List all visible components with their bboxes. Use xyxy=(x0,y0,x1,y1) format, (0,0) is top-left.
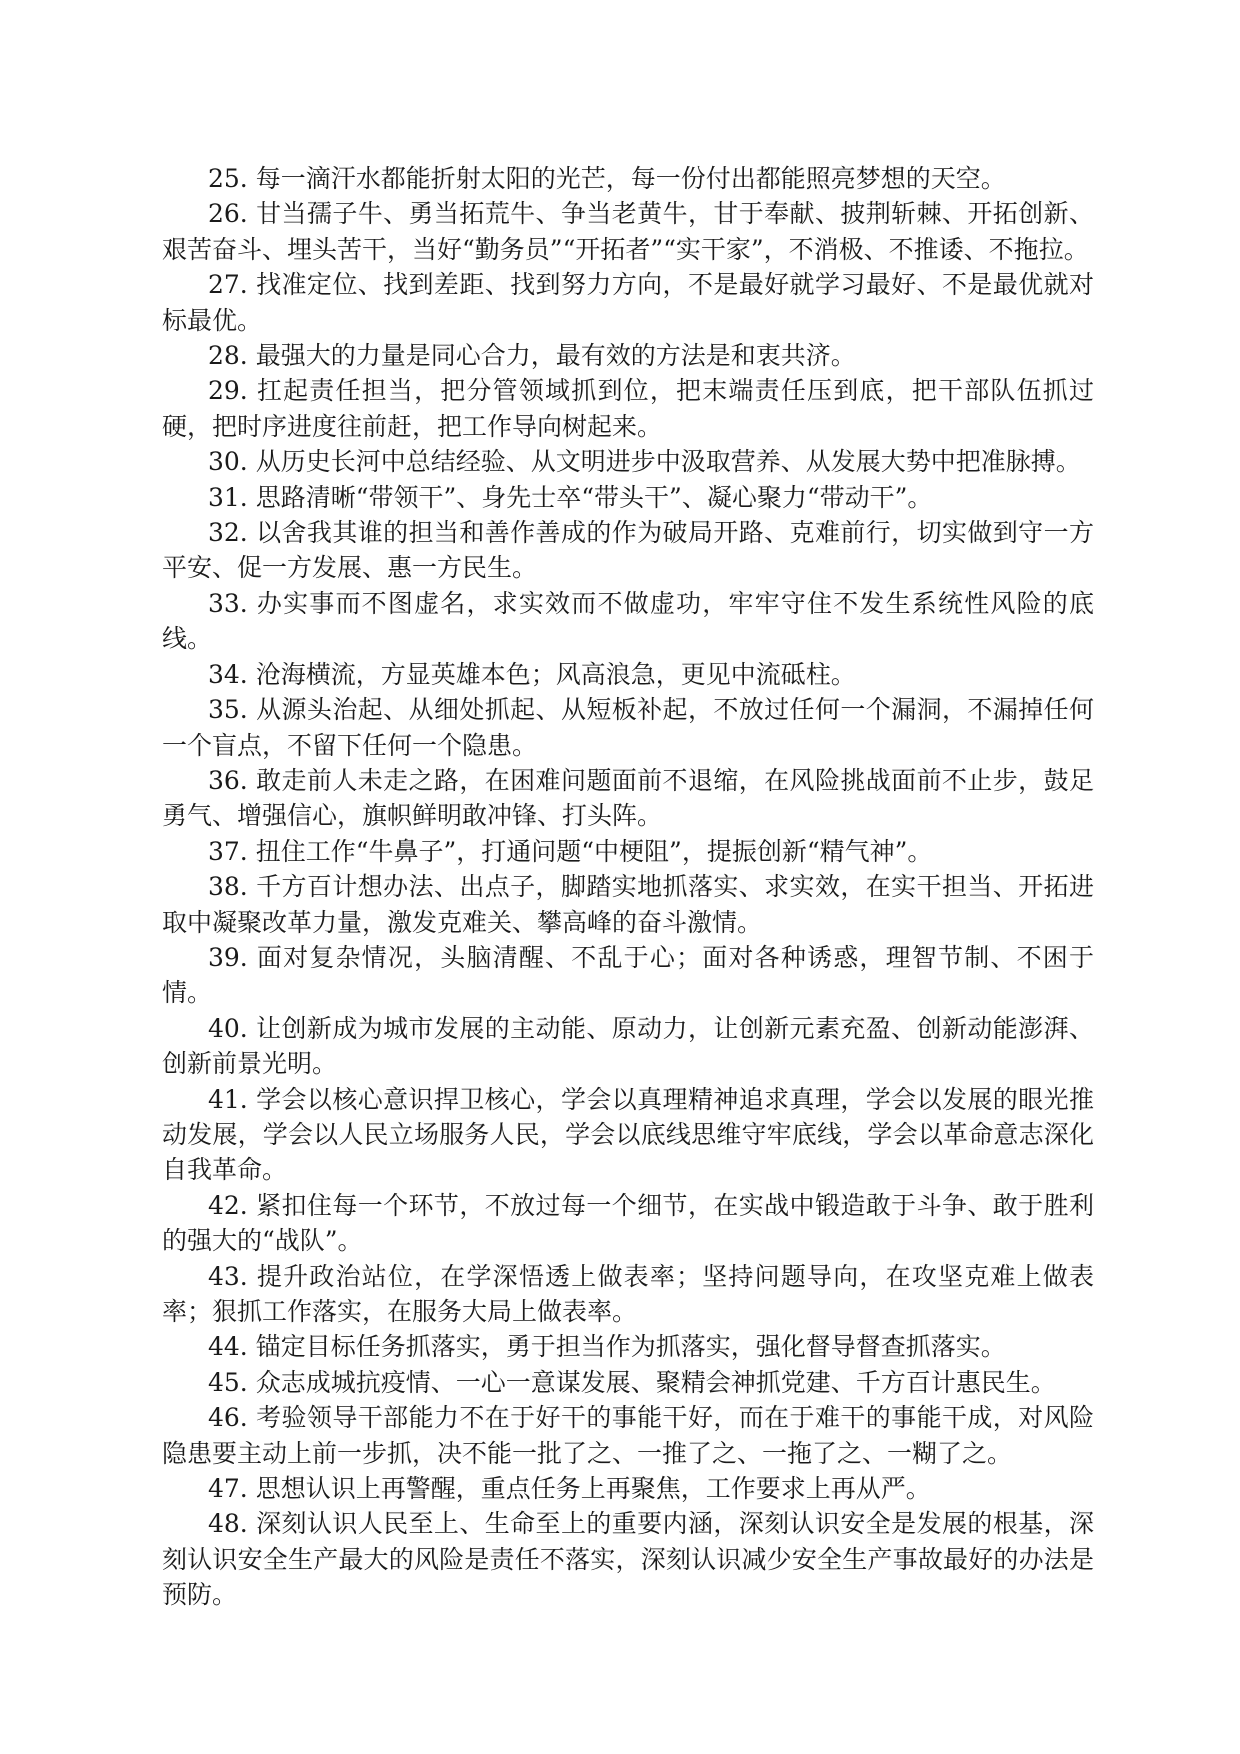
paragraph-38: 38. 千方百计想办法、出点子，脚踏实地抓落实、求实效，在实干担当、开拓进取中凝聚改革力量，激发克难关、攀高峰的奋斗激情。 xyxy=(162,872,1094,937)
paragraph-46: 46. 考验领导干部能力不在于好干的事能干好，而在于难干的事能干成，对风险隐患要主动上前一步抓，决不能一批了之、一推了之、一拖了之、一糊了之。 xyxy=(162,1403,1094,1468)
paragraph-47: 47. 思想认识上再警醒，重点任务上再聚焦，工作要求上再从严。 xyxy=(208,1474,931,1504)
paragraph-40: 40. 让创新成为城市发展的主动能、原动力，让创新元素充盈、创新动能澎湃、创新前景光明。 xyxy=(162,1013,1094,1079)
paragraph-28: 28. 最强大的力量是同心合力，最有效的方法是和衷共济。 xyxy=(208,341,856,371)
paragraph-42: 42. 紧扣住每一个环节，不放过每一个细节，在实战中锻造敢于斗争、敢于胜利的强大的“战队”。 xyxy=(162,1190,1094,1256)
paragraph-26: 26. 甘当孺子牛、勇当拓荒牛、争当老黄牛，甘于奉献、披荆斩棘、开拓创新、艰苦奋斗、埋头苦干，当好“勤务员”“开拓者”“实干家”，不消极、不推诿、不拖拉。 xyxy=(162,199,1094,264)
document-page xyxy=(162,161,1094,1613)
paragraph-35: 35. 从源头治起、从细处抓起、从短板补起，不放过任何一个漏洞，不漏掉任何一个盲点，不留下任何一个隐患。 xyxy=(162,695,1094,760)
paragraph-41: 41. 学会以核心意识捍卫核心，学会以真理精神追求真理，学会以发展的眼光推动发展，学会以人民立场服务人民，学会以底线思维守牢底线，学会以革命意志深化自我革命。 xyxy=(162,1084,1094,1185)
paragraph-29: 29. 扛起责任担当，把分管领域抓到位，把末端责任压到底，把干部队伍抓过硬，把时序进度往前赶，把工作导向树起来。 xyxy=(162,376,1094,441)
paragraph-44: 44. 锚定目标任务抓落实，勇于担当作为抓落实，强化督导督查抓落实。 xyxy=(208,1332,1006,1362)
paragraph-48: 48. 深刻认识人民至上、生命至上的重要内涵，深刻认识安全是发展的根基，深刻认识安全生产最大的风险是责任不落实，深刻认识减少安全生产事故最好的办法是预防。 xyxy=(162,1509,1094,1610)
paragraph-33: 33. 办实事而不图虚名，求实效而不做虚功，牢牢守住不发生系统性风险的底线。 xyxy=(162,588,1094,654)
paragraph-39: 39. 面对复杂情况，头脑清醒、不乱于心；面对各种诱惑，理智节制、不困于情。 xyxy=(162,942,1094,1008)
paragraph-43: 43. 提升政治站位，在学深悟透上做表率；坚持问题导向，在攻坚克难上做表率；狠抓工作落实，在服务大局上做表率。 xyxy=(162,1261,1094,1326)
paragraph-27: 27. 找准定位、找到差距、找到努力方向，不是最好就学习最好、不是最优就对标最优。 xyxy=(162,270,1094,335)
paragraph-36: 36. 敢走前人未走之路，在困难问题面前不退缩，在风险挑战面前不止步，鼓足勇气、增强信心，旗帜鲜明敢冲锋、打头阵。 xyxy=(162,765,1094,831)
paragraph-45: 45. 众志成城抗疫情、一心一意谋发展、聚精会神抓党建、千方百计惠民生。 xyxy=(208,1367,1056,1397)
paragraph-34: 34. 沧海横流，方显英雄本色；风高浪急，更见中流砥柱。 xyxy=(208,659,856,689)
paragraph-37: 37. 扭住工作“牛鼻子”，打通问题“中梗阻”，提振创新“精气神”。 xyxy=(208,836,933,866)
paragraph-25: 25. 每一滴汗水都能折射太阳的光芒，每一份付出都能照亮梦想的天空。 xyxy=(208,164,1006,193)
paragraph-32: 32. 以舍我其谁的担当和善作善成的作为破局开路、克难前行，切实做到守一方平安、促一方发展、惠一方民生。 xyxy=(162,518,1094,583)
paragraph-31: 31. 思路清晰“带领干”、身先士卒“带头干”、凝心聚力“带动干”。 xyxy=(208,482,933,512)
paragraph-30: 30. 从历史长河中总结经验、从文明进步中汲取营养、从发展大势中把准脉搏。 xyxy=(208,447,1081,477)
